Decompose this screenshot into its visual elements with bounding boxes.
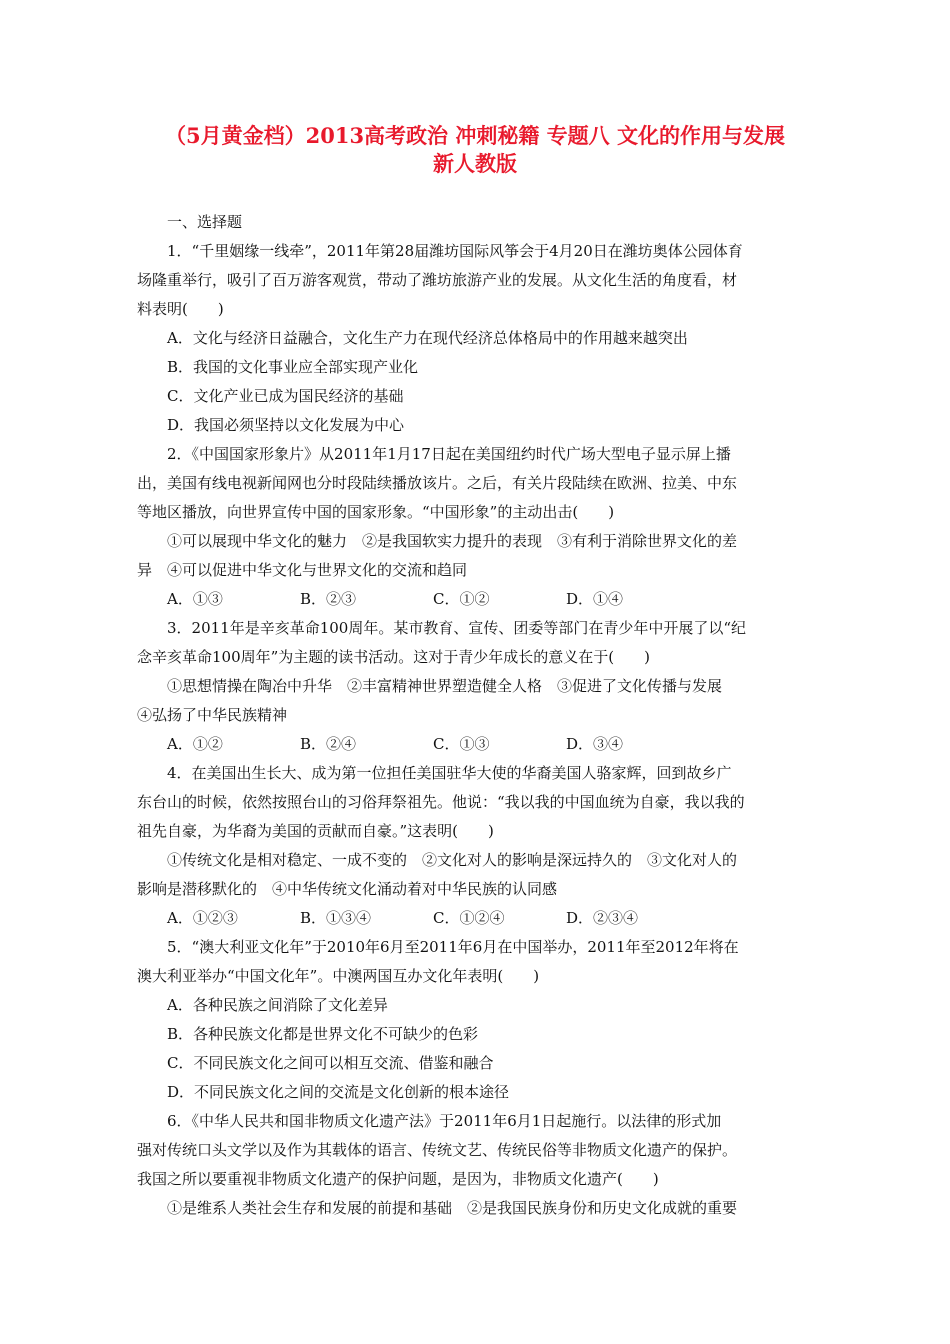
question-3-line-1: 3．2011年是辛亥革命100周年。某市教育、宣传、团委等部门在青少年中开展了以“纪: [167, 619, 747, 637]
question-3-option-b: B．②④: [300, 735, 357, 753]
question-2-option-b: B．②③: [300, 590, 357, 608]
question-1-option-a: A．文化与经济日益融合，文化生产力在现代经济总体格局中的作用越来越突出: [167, 329, 688, 347]
question-3-statements-2: ④弘扬了中华民族精神: [137, 706, 288, 724]
question-1-line-3: 料表明( ): [137, 300, 224, 318]
question-3-statements-1: ①思想情操在陶冶中升华 ②丰富精神世界塑造健全人格 ③促进了文化传播与发展: [167, 677, 723, 695]
question-4-statements-2: 影响是潜移默化的 ④中华传统文化涌动着对中华民族的认同感: [137, 880, 558, 898]
question-3-line-2: 念辛亥革命100周年”为主题的读书活动。这对于青少年成长的意义在于( ): [137, 648, 651, 666]
question-2-options: [137, 585, 817, 614]
question-5-option-c: C．不同民族文化之间可以相互交流、借鉴和融合: [167, 1054, 494, 1072]
question-4-statements-1: ①传统文化是相对稳定、一成不变的 ②文化对人的影响是深远持久的 ③文化对人的: [167, 851, 738, 869]
question-2-option-d: D．①④: [566, 590, 624, 608]
question-1-line-1: 1．“千里姻缘一线牵”，2011年第28届潍坊国际风筝会于4月20日在潍坊奥体公园体育: [167, 242, 743, 260]
question-2-statements-2: 异 ④可以促进中华文化与世界文化的交流和趋同: [137, 561, 468, 579]
question-4-line-3: 祖先自豪，为华裔为美国的贡献而自豪。”这表明( ): [137, 822, 494, 840]
question-2-option-a: A．①③: [167, 590, 223, 608]
question-4-line-2: 东台山的时候，依然按照台山的习俗拜祭祖先。他说：“我以我的中国血统为自豪，我以我的: [137, 793, 745, 811]
question-2-line-2: 出，美国有线电视新闻网也分时段陆续播放该片。之后，有关片段陆续在欧洲、拉美、中东: [137, 474, 738, 492]
question-5-option-d: D．不同民族文化之间的交流是文化创新的根本途径: [167, 1083, 510, 1101]
question-3-option-a: A．①②: [167, 735, 223, 753]
question-1-option-b: B．我国的文化事业应全部实现产业化: [167, 358, 419, 376]
question-1-option-d: D．我国必须坚持以文化发展为中心: [167, 416, 405, 434]
question-6-statements-1: ①是维系人类社会生存和发展的前提和基础 ②是我国民族身份和历史文化成就的重要: [167, 1199, 738, 1217]
question-3-option-c: C．①③: [433, 735, 490, 753]
document-title-line2: 新人教版: [433, 151, 517, 176]
question-4-option-c: C．①②④: [433, 909, 505, 927]
question-1-option-c: C．文化产业已成为国民经济的基础: [167, 387, 404, 405]
question-4-option-b: B．①③④: [300, 909, 372, 927]
question-3-options: [137, 730, 817, 759]
document-body: [137, 208, 817, 1223]
question-4-line-1: 4．在美国出生长大、成为第一位担任美国驻华大使的华裔美国人骆家辉，回到故乡广: [167, 764, 732, 782]
question-1-line-2: 场隆重举行，吸引了百万游客观赏，带动了潍坊旅游产业的发展。从文化生活的角度看，材: [137, 271, 738, 289]
question-6-line-3: 我国之所以要重视非物质文化遗产的保护问题，是因为，非物质文化遗产( ): [137, 1170, 659, 1188]
question-5-line-2: 澳大利亚举办“中国文化年”。中澳两国互办文化年表明( ): [137, 967, 540, 985]
section-heading: 一、选择题: [167, 213, 243, 231]
document-title-line1: （5月黄金档）2013高考政治 冲刺秘籍 专题八 文化的作用与发展: [165, 123, 785, 148]
question-2-line-1: 2．《中国国家形象片》从2011年1月17日起在美国纽约时代广场大型电子显示屏上播: [167, 445, 731, 463]
question-2-option-c: C．①②: [433, 590, 490, 608]
question-3-option-d: D．③④: [566, 735, 624, 753]
question-6-line-2: 强对传统口头文学以及作为其载体的语言、传统文艺、传统民俗等非物质文化遗产的保护。: [137, 1141, 738, 1159]
question-5-option-b: B．各种民族文化都是世界文化不可缺少的色彩: [167, 1025, 479, 1043]
question-4-option-a: A．①②③: [167, 909, 238, 927]
question-6-line-1: 6．《中华人民共和国非物质文化遗产法》于2011年6月1日起施行。以法律的形式加: [167, 1112, 722, 1130]
question-2-statements-1: ①可以展现中华文化的魅力 ②是我国软实力提升的表现 ③有利于消除世界文化的差: [167, 532, 738, 550]
question-2-line-3: 等地区播放，向世界宣传中国的国家形象。“中国形象”的主动出击( ): [137, 503, 615, 521]
question-4-option-d: D．②③④: [566, 909, 639, 927]
question-4-options: [137, 904, 817, 933]
question-5-option-a: A．各种民族之间消除了文化差异: [167, 996, 388, 1014]
question-5-line-1: 5．“澳大利亚文化年”于2010年6月至2011年6月在中国举办，2011年至2012年将在: [167, 938, 739, 956]
